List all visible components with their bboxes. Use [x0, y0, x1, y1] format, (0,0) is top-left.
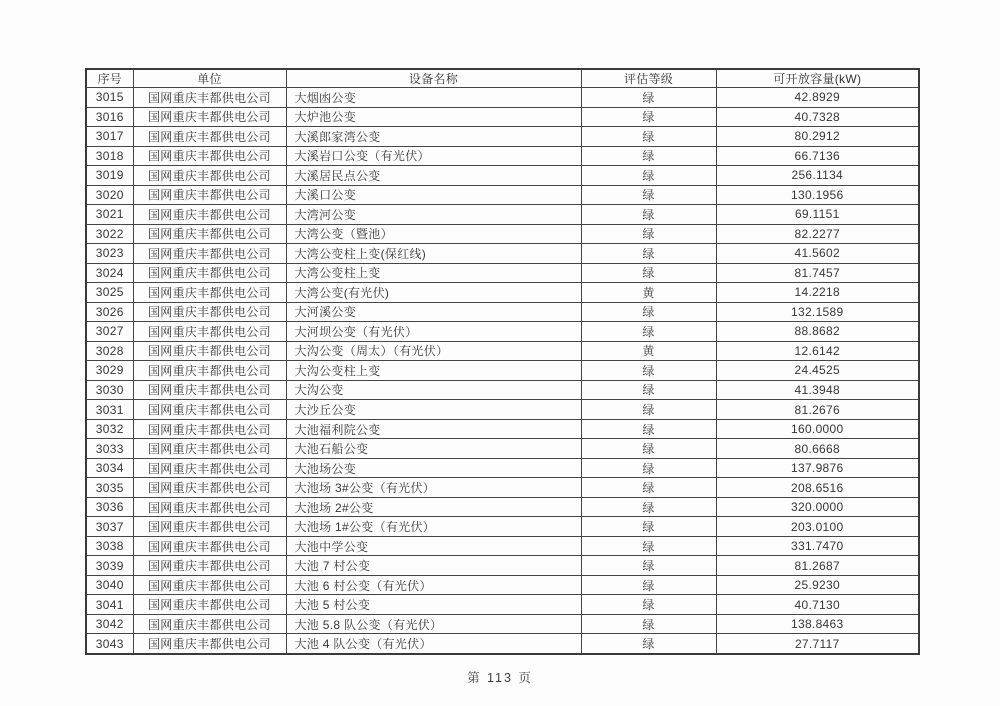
- device-name-cell: 大池 7 村公变: [286, 556, 581, 576]
- capacity-cell: 132.1589: [716, 302, 919, 322]
- grade-cell: 绿: [581, 478, 716, 498]
- device-name-cell: 大溪岩口公变（有光伏）: [286, 146, 581, 166]
- unit-cell: 国网重庆丰都供电公司: [133, 244, 286, 264]
- device-name-cell: 大湾公变柱上变(保红线): [286, 244, 581, 264]
- grade-cell: 绿: [581, 380, 716, 400]
- capacity-cell: 320.0000: [716, 497, 919, 517]
- grade-cell: 绿: [581, 88, 716, 108]
- capacity-table: [85, 68, 920, 655]
- grade-cell: 绿: [581, 536, 716, 556]
- device-name-cell: 大池 4 队公变（有光伏）: [286, 634, 581, 654]
- grade-cell: 绿: [581, 614, 716, 634]
- device-name-cell: 大沙丘公变: [286, 400, 581, 420]
- serial-cell: 3025: [86, 283, 133, 303]
- device-name-cell: 大池场 2#公变: [286, 497, 581, 517]
- grade-cell: 绿: [581, 556, 716, 576]
- table-row: [86, 205, 919, 225]
- device-name-cell: 大溪口公变: [286, 185, 581, 205]
- capacity-cell: 41.3948: [716, 380, 919, 400]
- serial-cell: 3018: [86, 146, 133, 166]
- capacity-cell: 80.6668: [716, 439, 919, 459]
- table-row: [86, 302, 919, 322]
- device-name-cell: 大沟公变: [286, 380, 581, 400]
- serial-cell: 3028: [86, 341, 133, 361]
- table-row: [86, 127, 919, 147]
- serial-cell: 3041: [86, 595, 133, 615]
- grade-cell: 黄: [581, 341, 716, 361]
- unit-cell: 国网重庆丰都供电公司: [133, 224, 286, 244]
- capacity-cell: 160.0000: [716, 419, 919, 439]
- unit-cell: 国网重庆丰都供电公司: [133, 556, 286, 576]
- serial-cell: 3037: [86, 517, 133, 537]
- unit-cell: 国网重庆丰都供电公司: [133, 380, 286, 400]
- device-name-cell: 大池场 3#公变（有光伏）: [286, 478, 581, 498]
- unit-cell: 国网重庆丰都供电公司: [133, 419, 286, 439]
- unit-cell: 国网重庆丰都供电公司: [133, 263, 286, 283]
- capacity-cell: 27.7117: [716, 634, 919, 654]
- unit-cell: 国网重庆丰都供电公司: [133, 614, 286, 634]
- grade-cell: 绿: [581, 107, 716, 127]
- table-row: [86, 107, 919, 127]
- unit-cell: 国网重庆丰都供电公司: [133, 634, 286, 654]
- grade-cell: 绿: [581, 205, 716, 225]
- unit-cell: 国网重庆丰都供电公司: [133, 517, 286, 537]
- table-row: [86, 185, 919, 205]
- capacity-cell: 24.4525: [716, 361, 919, 381]
- capacity-cell: 256.1134: [716, 166, 919, 186]
- table-row: [86, 283, 919, 303]
- device-name-cell: 大池中学公变: [286, 536, 581, 556]
- capacity-cell: 80.2912: [716, 127, 919, 147]
- table-row: [86, 478, 919, 498]
- capacity-cell: 41.5602: [716, 244, 919, 264]
- capacity-cell: 25.9230: [716, 575, 919, 595]
- grade-cell: 绿: [581, 166, 716, 186]
- table-row: [86, 341, 919, 361]
- table-row: [86, 146, 919, 166]
- grade-cell: 绿: [581, 419, 716, 439]
- serial-cell: 3017: [86, 127, 133, 147]
- table-row: [86, 634, 919, 654]
- table-row: [86, 517, 919, 537]
- device-name-cell: 大池 6 村公变（有光伏）: [286, 575, 581, 595]
- table-row: [86, 322, 919, 342]
- capacity-cell: 137.9876: [716, 458, 919, 478]
- grade-cell: 绿: [581, 361, 716, 381]
- grade-cell: 绿: [581, 439, 716, 459]
- grade-cell: 绿: [581, 146, 716, 166]
- unit-cell: 国网重庆丰都供电公司: [133, 458, 286, 478]
- serial-cell: 3035: [86, 478, 133, 498]
- device-name-cell: 大河坝公变（有光伏）: [286, 322, 581, 342]
- unit-cell: 国网重庆丰都供电公司: [133, 497, 286, 517]
- capacity-cell: 81.7457: [716, 263, 919, 283]
- grade-cell: 绿: [581, 400, 716, 420]
- serial-cell: 3022: [86, 224, 133, 244]
- grade-cell: 绿: [581, 517, 716, 537]
- header-capacity: 可开放容量(kW): [716, 69, 919, 88]
- table-row: [86, 166, 919, 186]
- device-name-cell: 大炉池公变: [286, 107, 581, 127]
- grade-cell: 绿: [581, 575, 716, 595]
- serial-cell: 3032: [86, 419, 133, 439]
- serial-cell: 3027: [86, 322, 133, 342]
- device-name-cell: 大池石船公变: [286, 439, 581, 459]
- unit-cell: 国网重庆丰都供电公司: [133, 595, 286, 615]
- serial-cell: 3043: [86, 634, 133, 654]
- device-name-cell: 大湾公变（暨池）: [286, 224, 581, 244]
- serial-cell: 3019: [86, 166, 133, 186]
- capacity-cell: 331.7470: [716, 536, 919, 556]
- unit-cell: 国网重庆丰都供电公司: [133, 166, 286, 186]
- serial-cell: 3029: [86, 361, 133, 381]
- serial-cell: 3042: [86, 614, 133, 634]
- unit-cell: 国网重庆丰都供电公司: [133, 400, 286, 420]
- unit-cell: 国网重庆丰都供电公司: [133, 341, 286, 361]
- unit-cell: 国网重庆丰都供电公司: [133, 478, 286, 498]
- unit-cell: 国网重庆丰都供电公司: [133, 361, 286, 381]
- device-name-cell: 大河溪公变: [286, 302, 581, 322]
- unit-cell: 国网重庆丰都供电公司: [133, 107, 286, 127]
- grade-cell: 绿: [581, 185, 716, 205]
- device-name-cell: 大池 5.8 队公变（有光伏）: [286, 614, 581, 634]
- serial-cell: 3026: [86, 302, 133, 322]
- table-row: [86, 458, 919, 478]
- header-device: 设备名称: [286, 69, 581, 88]
- unit-cell: 国网重庆丰都供电公司: [133, 536, 286, 556]
- table-row: [86, 419, 919, 439]
- serial-cell: 3038: [86, 536, 133, 556]
- table-row: [86, 614, 919, 634]
- serial-cell: 3033: [86, 439, 133, 459]
- table-body: [86, 88, 919, 655]
- serial-cell: 3016: [86, 107, 133, 127]
- unit-cell: 国网重庆丰都供电公司: [133, 322, 286, 342]
- capacity-cell: 130.1956: [716, 185, 919, 205]
- footer-page-number: 第 113 页: [467, 671, 533, 685]
- device-name-cell: 大湾公变(有光伏): [286, 283, 581, 303]
- serial-cell: 3015: [86, 88, 133, 108]
- unit-cell: 国网重庆丰都供电公司: [133, 302, 286, 322]
- serial-cell: 3031: [86, 400, 133, 420]
- capacity-cell: 208.6516: [716, 478, 919, 498]
- capacity-cell: 88.8682: [716, 322, 919, 342]
- table-row: [86, 244, 919, 264]
- grade-cell: 绿: [581, 458, 716, 478]
- capacity-cell: 12.6142: [716, 341, 919, 361]
- table-row: [86, 497, 919, 517]
- table-row: [86, 88, 919, 108]
- unit-cell: 国网重庆丰都供电公司: [133, 127, 286, 147]
- serial-cell: 3030: [86, 380, 133, 400]
- capacity-cell: 40.7130: [716, 595, 919, 615]
- capacity-cell: 66.7136: [716, 146, 919, 166]
- capacity-cell: 40.7328: [716, 107, 919, 127]
- grade-cell: 绿: [581, 634, 716, 654]
- header-serial: 序号: [86, 69, 133, 88]
- unit-cell: 国网重庆丰都供电公司: [133, 88, 286, 108]
- device-name-cell: 大烟凼公变: [286, 88, 581, 108]
- unit-cell: 国网重庆丰都供电公司: [133, 205, 286, 225]
- capacity-cell: 81.2676: [716, 400, 919, 420]
- header-grade: 评估等级: [581, 69, 716, 88]
- grade-cell: 黄: [581, 283, 716, 303]
- device-name-cell: 大湾公变柱上变: [286, 263, 581, 283]
- unit-cell: 国网重庆丰都供电公司: [133, 185, 286, 205]
- capacity-cell: 81.2687: [716, 556, 919, 576]
- serial-cell: 3036: [86, 497, 133, 517]
- unit-cell: 国网重庆丰都供电公司: [133, 283, 286, 303]
- serial-cell: 3040: [86, 575, 133, 595]
- table-row: [86, 439, 919, 459]
- grade-cell: 绿: [581, 244, 716, 264]
- serial-cell: 3039: [86, 556, 133, 576]
- table-row: [86, 380, 919, 400]
- device-name-cell: 大池福利院公变: [286, 419, 581, 439]
- table-header-row: [86, 69, 919, 88]
- table-row: [86, 224, 919, 244]
- grade-cell: 绿: [581, 302, 716, 322]
- grade-cell: 绿: [581, 224, 716, 244]
- device-name-cell: 大溪居民点公变: [286, 166, 581, 186]
- table-row: [86, 575, 919, 595]
- serial-cell: 3023: [86, 244, 133, 264]
- device-name-cell: 大湾河公变: [286, 205, 581, 225]
- table-row: [86, 361, 919, 381]
- table-row: [86, 263, 919, 283]
- device-name-cell: 大沟公变柱上变: [286, 361, 581, 381]
- serial-cell: 3021: [86, 205, 133, 225]
- unit-cell: 国网重庆丰都供电公司: [133, 439, 286, 459]
- capacity-cell: 203.0100: [716, 517, 919, 537]
- capacity-cell: 14.2218: [716, 283, 919, 303]
- table-row: [86, 400, 919, 420]
- grade-cell: 绿: [581, 497, 716, 517]
- header-unit: 单位: [133, 69, 286, 88]
- grade-cell: 绿: [581, 322, 716, 342]
- device-name-cell: 大池场公变: [286, 458, 581, 478]
- capacity-cell: 42.8929: [716, 88, 919, 108]
- table-row: [86, 595, 919, 615]
- grade-cell: 绿: [581, 127, 716, 147]
- capacity-cell: 69.1151: [716, 205, 919, 225]
- unit-cell: 国网重庆丰都供电公司: [133, 575, 286, 595]
- device-name-cell: 大池场 1#公变（有光伏）: [286, 517, 581, 537]
- device-name-cell: 大溪郎家湾公变: [286, 127, 581, 147]
- table-row: [86, 556, 919, 576]
- device-name-cell: 大沟公变（周太）（有光伏）: [286, 341, 581, 361]
- grade-cell: 绿: [581, 595, 716, 615]
- device-name-cell: 大池 5 村公变: [286, 595, 581, 615]
- serial-cell: 3020: [86, 185, 133, 205]
- grade-cell: 绿: [581, 263, 716, 283]
- unit-cell: 国网重庆丰都供电公司: [133, 146, 286, 166]
- table-row: [86, 536, 919, 556]
- capacity-cell: 82.2277: [716, 224, 919, 244]
- serial-cell: 3024: [86, 263, 133, 283]
- capacity-cell: 138.8463: [716, 614, 919, 634]
- serial-cell: 3034: [86, 458, 133, 478]
